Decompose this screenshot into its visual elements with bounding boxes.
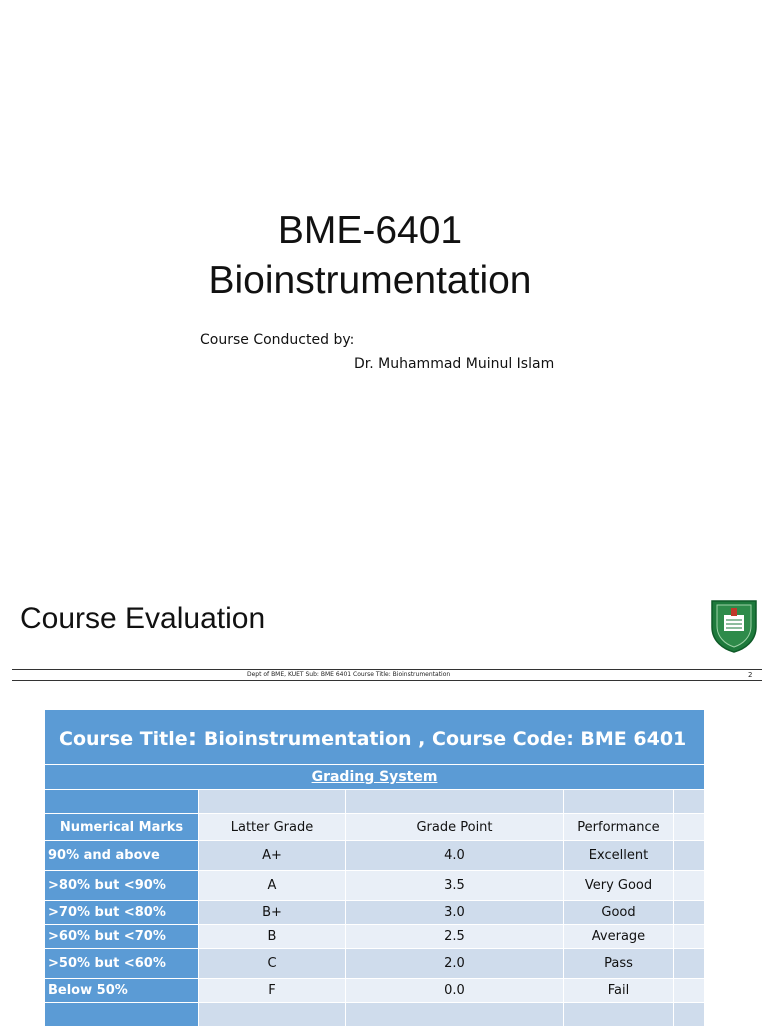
table-cell: >60% but <70% xyxy=(45,925,199,949)
table-cell: >80% but <90% xyxy=(45,871,199,901)
table-cell: 2.5 xyxy=(346,925,564,949)
table-cell: Below 50% xyxy=(45,979,199,1003)
table-title: Course Title: Bioinstrumentation , Course Code: BME 6401 xyxy=(45,710,705,765)
table-cell: >50% but <60% xyxy=(45,949,199,979)
table-cell: F xyxy=(199,979,346,1003)
table-row xyxy=(45,979,705,1003)
table-cell: 3.5 xyxy=(346,871,564,901)
slide-footer: Dept of BME, KUET Sub: BME 6401 Course Title: Bioinstrumentation xyxy=(247,671,451,678)
course-name: Bioinstrumentation xyxy=(208,259,532,302)
table-cell: 0.0 xyxy=(346,979,564,1003)
table-row xyxy=(45,790,705,814)
column-header: Grade Point xyxy=(346,814,564,841)
table-row xyxy=(45,925,705,949)
table-cell: Average xyxy=(564,925,674,949)
university-logo-icon xyxy=(709,597,759,653)
table-row xyxy=(45,871,705,901)
header-rule-bottom xyxy=(12,680,762,681)
grading-table xyxy=(44,709,705,1027)
column-header: Numerical Marks xyxy=(45,814,199,841)
table-title-row xyxy=(45,710,705,765)
course-code: BME-6401 xyxy=(277,209,463,252)
column-header: Latter Grade xyxy=(199,814,346,841)
conducted-by-label: Course Conducted by: xyxy=(200,332,355,348)
table-row xyxy=(45,1003,705,1027)
column-header-row xyxy=(45,814,705,841)
table-row xyxy=(45,841,705,871)
slide-title xyxy=(0,206,740,306)
table-cell: 2.0 xyxy=(346,949,564,979)
header-rule-top xyxy=(12,669,762,670)
table-cell: 90% and above xyxy=(45,841,199,871)
table-cell: Very Good xyxy=(564,871,674,901)
table-cell: B xyxy=(199,925,346,949)
table-cell: A xyxy=(199,871,346,901)
column-header: Performance xyxy=(564,814,674,841)
grading-system-label: Grading System xyxy=(45,765,705,790)
table-cell: Fail xyxy=(564,979,674,1003)
table-cell: Pass xyxy=(564,949,674,979)
table-cell: A+ xyxy=(199,841,346,871)
table-cell: Good xyxy=(564,901,674,925)
table-cell: 3.0 xyxy=(346,901,564,925)
evaluation-slide xyxy=(0,566,768,1024)
instructor-name: Dr. Muhammad Muinul Islam xyxy=(354,356,555,372)
slide-title: Course Evaluation xyxy=(20,602,266,635)
page-number: 2 xyxy=(748,671,753,679)
table-cell: >70% but <80% xyxy=(45,901,199,925)
table-cell: 4.0 xyxy=(346,841,564,871)
table-cell: Excellent xyxy=(564,841,674,871)
table-cell: C xyxy=(199,949,346,979)
grading-system-row xyxy=(45,765,705,790)
table-cell: B+ xyxy=(199,901,346,925)
table-row xyxy=(45,949,705,979)
table-row xyxy=(45,901,705,925)
